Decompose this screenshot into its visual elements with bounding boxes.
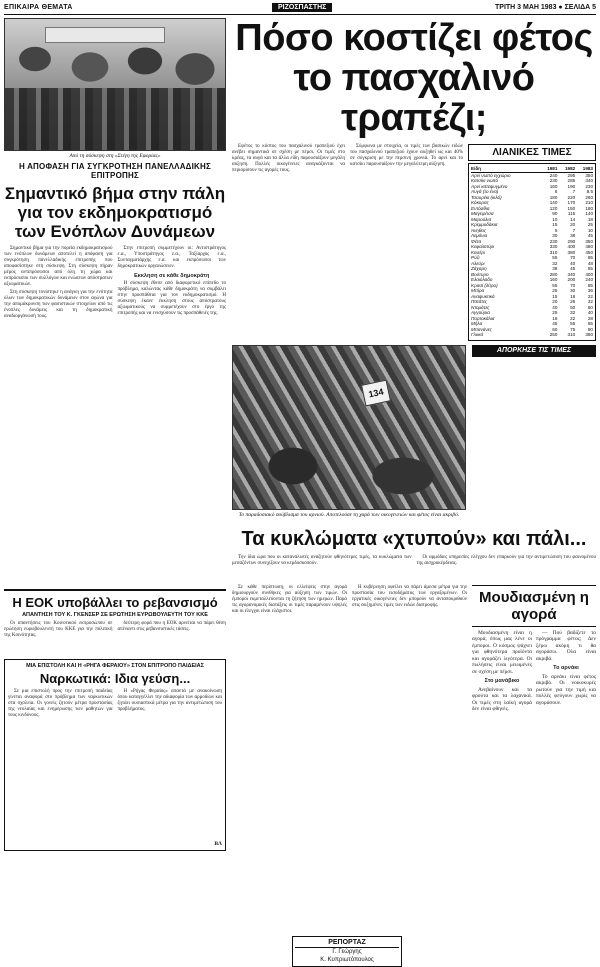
table-cell: 90: [552, 211, 558, 216]
table-cell: 55: [587, 266, 593, 271]
table-cell: 45: [552, 321, 558, 326]
text-column: [352, 585, 467, 885]
prices-column-header: 1982: [557, 166, 575, 172]
table-cell: 15: [552, 293, 558, 299]
table-cell: 7: [572, 227, 576, 233]
table-cell: 55: [552, 282, 558, 288]
table-cell: Πορτοκάλια: [471, 315, 495, 321]
table-cell: 160: [549, 277, 558, 282]
table-cell: 32: [552, 260, 558, 266]
table-cell: 190: [567, 183, 576, 189]
paragraph: Την ίδια ώρα που οι καταναλωτές αναζητούν φθηνότερες τιμές, τα κυκλώματα των μεσαζόντων συνεχίζουν να κερδοσκοπούν.: [232, 554, 412, 566]
paragraph: δεύτερη φορά που η ΕΟΚ αρνείται να πάρει θέση απέναντι στις ρεβανσιστικές τάσεις.: [117, 620, 226, 632]
table-cell: 180: [585, 205, 593, 211]
table-cell: Μαρούλια: [471, 216, 492, 222]
text-column: [350, 144, 463, 292]
banner-shape: [45, 27, 165, 43]
main-headline: Πόσο κοστίζει φέτος το πασχαλινό τραπέζι;: [235, 17, 593, 139]
table-cell: 180: [549, 194, 558, 200]
table-cell: 70: [570, 282, 576, 288]
table-cell: 310: [567, 332, 576, 337]
subhead: Εκκληση σε κάθε δημοκράτη: [134, 273, 210, 279]
table-cell: 22: [570, 315, 576, 321]
table-cell: 45: [587, 233, 593, 238]
table-cell: 140: [549, 200, 558, 205]
table-cell: 280: [549, 271, 558, 277]
table-cell: 240: [549, 172, 558, 178]
table-cell: 20: [570, 222, 576, 227]
eok-headline: Η ΕΟΚ υποβάλλει το ρεβανσισμό: [12, 594, 218, 610]
table-cell: 160: [549, 183, 558, 189]
text-column: [417, 555, 597, 581]
table-cell: Αγγούρια: [471, 310, 490, 315]
table-cell: 85: [587, 255, 593, 260]
kyklomata-body: [232, 555, 596, 581]
eok-subhead: ΑΠΑΝΤΗΣΗ ΤΟΥ Κ. ΓΚΕΝΣΕΡ ΣΕ ΕΡΩΤΗΣΗ ΕΥΡΩΒΟΥΛΕΥΤΗ ΤΟΥ ΚΚΕ: [22, 611, 208, 618]
table-cell: 310: [549, 249, 558, 255]
table-cell: 45: [570, 266, 576, 271]
report-credit-box: [292, 936, 402, 967]
photo-caption: Από τη σύσκεψη στη «Στέγη της Εφορίας»: [69, 153, 161, 159]
table-cell: 230: [549, 238, 558, 244]
table-cell: Αναψυκτικά: [471, 293, 495, 299]
table-cell: 18: [570, 293, 576, 299]
box-body: [8, 689, 222, 839]
table-cell: 25: [587, 222, 593, 227]
table-cell: 140: [585, 211, 593, 216]
table-cell: 350: [585, 238, 593, 244]
table-cell: Μπίρα: [471, 288, 485, 293]
table-cell: Ρύζι: [471, 255, 480, 260]
table-cell: Κεφαλοτύρι: [471, 244, 495, 249]
table-cell: Αρνί κατεψυγμένο: [471, 183, 508, 189]
table-cell: 60: [587, 304, 593, 310]
table-cell: 240: [585, 277, 593, 282]
paragraph: Οι απαντήσεις του Κοινοτικού εκπροσώπου σε ερώτηση ευρωβουλευτή του ΚΚΕ για την πολιτική της Κοινότητας.: [4, 620, 113, 638]
table-cell: 290: [567, 238, 576, 244]
table-cell: Ντομάτες: [471, 304, 490, 310]
table-cell: 200: [567, 277, 576, 282]
drugs-box: [4, 659, 226, 851]
kyklomata-headline: Τα κυκλώματα «χτυπούν» και πάλι...: [241, 527, 587, 550]
paragraph: Στη σύσκεψη τονίστηκε η ανάγκη για την ενότητα όλων των δημοκρατικών δυνάμεων στον αγώνα για την απομάκρυνση των φασιστικών στοιχείων από τις ένοπλες δυνάμεις και τη δημοκρατική αναδιοργάνωσή τους.: [4, 290, 113, 319]
paragraph: Στην επιτροπή συμμετέχουν οι: Αντιστράτηγος ε.α., Υποστράτηγος ε.α., Ταξίαρχος ε.α., Συνταγματάρχης ε.α. και εκπρόσωποι των δημοκρατικών οργανώσεων.: [117, 246, 226, 269]
paragraph: Η «Ρήγας Φεραίος» απαντά με ανακοίνωση όπου καταγγέλλει την αδιαφορία των αρμοδίων και ζητάει ουσιαστικά μέτρα για την αντιμετώπιση του προβλήματος.: [117, 688, 222, 712]
table-cell: 26: [570, 299, 576, 304]
table-cell: 7: [572, 189, 576, 194]
paragraph: Το αρνάκι είναι φέτος ακριβό. Οι νοικοκυρές ρωτούν για την τιμή και πολλές φεύγουν χωρίς να αγοράσουν.: [536, 673, 596, 706]
table-cell: 170: [567, 200, 576, 205]
article-kicker: Η ΑΠΟΦΑΣΗ ΓΙΑ ΣΥΓΚΡΟΤΗΣΗ ΠΑΝΕΛΛΑΔΙΚΗΣ ΕΠΙΤΡΟΠΗΣ: [18, 162, 212, 180]
text-column: [8, 689, 113, 839]
table-cell: 400: [567, 244, 576, 249]
table-cell: 36: [587, 288, 593, 293]
table-cell: 10: [552, 216, 558, 222]
table-cell: Γλυκά: [471, 332, 484, 337]
table-cell: 28: [587, 315, 593, 321]
paragraph: Σύμφωνα με στοιχεία, οι τιμές των βασικών ειδών του πασχαλινού τραπεζιού έχουν αυξηθεί ως και 40% σε σύγκριση με την περσινή χρονιά. Το αρνί και το κατσίκι παρουσιάζουν την μεγαλύτερη αύξηση.: [350, 144, 463, 167]
text-column: [232, 585, 347, 885]
table-cell: Τσουρέκι (κιλό): [471, 194, 502, 200]
paragraph: Εφέτος το κόστος του πασχαλινού τραπεζιού έχει ανέβει σημαντικά σε σχέση με πέρσι. Οι τιμές στο κρέας, τα αυγά και τα άλλα είδη παρουσιάζουν μεγάλη αύξηση. Πολλές οικογένειες αναγκάζονται να περιορίσουν τις αγορές τους.: [232, 144, 345, 173]
table-cell: 295: [567, 172, 576, 178]
table-cell: Ζάχαρη: [471, 266, 487, 271]
table-cell: 380: [585, 332, 593, 337]
table-cell: 90: [587, 326, 593, 332]
table-cell: Κρασί (λίτρο): [471, 282, 498, 288]
table-cell: Αυγά (το ένα): [471, 189, 499, 194]
table-cell: 30: [552, 233, 558, 238]
masthead: [4, 3, 596, 15]
table-cell: 480: [585, 244, 593, 249]
text-column: [472, 630, 532, 930]
table-cell: Ελαιόλαδο: [471, 277, 493, 282]
table-cell: 50: [570, 304, 576, 310]
paragraph: — Πού βαδίζετε το πρόγραμμα φέτος; Δεν ξέρω ακόμη τι θα αγοράσω. Ολα είναι ακριβά.: [536, 629, 596, 662]
prices-table: [471, 166, 593, 338]
paragraph: Ανεβαίνουν και τα φρούτα και τα λαχανικά. Οι τιμές στη λαϊκή αγορά δεν είναι φθηνές.: [472, 686, 532, 712]
table-cell: 18: [587, 216, 593, 222]
retail-prices-table-box: [468, 144, 596, 341]
table-cell: Μπανάνες: [471, 326, 492, 332]
table-cell: Άνηθος: [471, 227, 487, 233]
eok-body: [4, 621, 226, 655]
text-column: [232, 555, 412, 581]
table-cell: 5: [554, 227, 558, 233]
divider: [4, 589, 226, 591]
table-cell: 40: [552, 304, 558, 310]
table-cell: 18: [552, 315, 558, 321]
section-label: ΕΠΙΚΑΙΡΑ ΘΕΜΑΤΑ: [4, 4, 73, 11]
table-cell: 340: [567, 271, 576, 277]
box-headline: Ναρκωτικά: Ιδια γεύση...: [39, 670, 191, 686]
text-column: [118, 246, 227, 586]
table-cell: 55: [552, 255, 558, 260]
box-signature: ΒΛ: [214, 840, 222, 847]
table-cell: Φέτα: [471, 238, 482, 244]
prices-title: ΛΙΑΝΙΚΕΣ ΤΙΜΕΣ: [468, 144, 596, 161]
table-cell: 14: [570, 216, 576, 222]
paragraph: Η κυβέρνηση οφείλει να πάρει άμεσα μέτρα για την προστασία του εισοδήματος των εργαζομένων. Οι εργατικές οικογένειες δεν μπορούν να ανταποκριθούν στις αυξημένες τιμές των ειδών διατροφής.: [352, 584, 467, 608]
table-cell: 32: [570, 310, 576, 315]
table-cell: 400: [585, 271, 593, 277]
easter-photo-caption: Το παραδοσιακό σούβλισμα του αρνιού. Αποτελούσε τη χαρά των οικογενειών και φέτος είναι ακριβό.: [238, 511, 460, 518]
subhead: Στο μανάβικο: [484, 678, 520, 684]
table-cell: 25: [552, 288, 558, 293]
left-column: [4, 18, 226, 851]
table-cell: 250: [549, 332, 558, 337]
table-cell: 8.5: [586, 189, 593, 194]
prices-column-header: Είδη: [471, 166, 540, 172]
table-cell: Λεμόνια: [471, 233, 488, 238]
table-cell: Κρεμμυδάκια: [471, 222, 498, 227]
text-column: [118, 621, 227, 655]
table-cell: 30: [570, 288, 576, 293]
section-badge: ΑΠΟΡΚΗΣΕ ΤΙΣ ΤΙΜΕΣ: [472, 345, 596, 357]
table-cell: Κασέρι: [471, 249, 486, 255]
market-article: [472, 585, 596, 930]
table-cell: 85: [587, 282, 593, 288]
table-cell: 120: [549, 205, 558, 211]
table-cell: 75: [570, 326, 576, 332]
table-cell: 55: [570, 321, 576, 326]
date-line: ΤΡΙΤΗ 3 ΜΑΗ 1983 ● ΣΕΛΙΔΑ 5: [495, 4, 596, 11]
table-cell: 6: [554, 189, 558, 194]
table-cell: Εντόσθια: [471, 205, 490, 211]
report-label: ΡΕΠΟΡΤΑΖ: [295, 939, 399, 948]
side-article: [232, 585, 467, 930]
text-column: [232, 144, 345, 292]
paragraph: Οι αρμόδιες υπηρεσίες ελέγχου δεν επαρκούν για την αντιμετώπιση του φαινομένου της αισχροκέρδειας.: [416, 554, 596, 566]
table-cell: 38: [570, 233, 576, 238]
table-cell: 285: [567, 178, 576, 183]
paper-name: ΡΙΖΟΣΠΑΣΤΗΣ: [272, 3, 332, 12]
table-cell: 150: [567, 205, 576, 211]
table-cell: 380: [567, 249, 576, 255]
table-cell: 40: [570, 260, 576, 266]
table-cell: 230: [549, 178, 558, 183]
lower-section: [232, 585, 596, 930]
table-cell: 230: [585, 183, 593, 189]
table-cell: 38: [552, 266, 558, 271]
article-body: [4, 246, 226, 586]
text-column: [4, 621, 113, 655]
table-cell: 15: [552, 222, 558, 227]
table-cell: 65: [587, 321, 593, 326]
table-cell: 330: [549, 244, 558, 249]
table-cell: Κατσίκι νωπό: [471, 178, 499, 183]
table-cell: 70: [570, 255, 576, 260]
table-cell: 48: [587, 260, 593, 266]
table-cell: Μήλα: [471, 321, 483, 326]
box-kicker: ΜΙΑ ΕΠΙΣΤΟΛΗ ΚΑΙ Η «ΡΗΓΑ ΦΕΡΑΙΟΥ» ΣΤΟΝ ΕΠΙΤΡΟΠΟ ΠΑΙΔΕΙΑΣ: [26, 662, 204, 669]
article-headline: Σημαντικό βήμα στην πάλη για τον εκδημοκρατισμό των Ενόπλων Δυνάμεων: [4, 184, 226, 241]
table-cell: 22: [587, 293, 593, 299]
easter-photo: [232, 345, 466, 510]
table-cell: 450: [585, 249, 593, 255]
paragraph: Σε μια επιστολή προς την επιτροπή παιδείας γίνεται αναφορά στο πρόβλημα των ναρκωτικών στα σχολεία. Οι γονείς ζητούν μέτρα προστασίας της νεολαίας και ενημέρωσης των μαθητών για τους κινδύνους.: [8, 688, 113, 718]
table-cell: 10: [587, 227, 593, 233]
subhead: Το αρνάκι: [553, 665, 579, 671]
table-cell: 25: [552, 310, 558, 315]
table-cell: 220: [567, 194, 576, 200]
paragraph: Σημαντικό βήμα για την πορεία εκδημοκρατισμού των ενόπλων δυνάμεων αποτελεί η απόφαση για συγκρότηση πανελλαδικής επιτροπής που αποφασίστηκε στη σύσκεψη. Στη σύσκεψη πήραν μέρος αντιπρόσωποι από όλη τη χώρα και εκπρόσωποι των συλλόγων και ενώσεων απόστρατων αξιωματικών.: [4, 246, 113, 287]
table-cell: 40: [587, 310, 593, 315]
table-cell: 115: [567, 211, 576, 216]
table-cell: Κόκορας: [471, 200, 489, 205]
table-cell: 260: [585, 194, 593, 200]
table-cell: 60: [552, 326, 558, 332]
photo-tag: 134: [361, 379, 391, 406]
table-cell: 350: [585, 172, 593, 178]
table-row: [471, 332, 593, 338]
table-cell: Αλεύρι: [471, 260, 485, 266]
table-cell: Μαγειρίτσα: [471, 211, 494, 216]
text-column: [118, 689, 223, 839]
main-article: [232, 144, 596, 341]
text-column: [536, 630, 596, 930]
table-cell: Αρνί νωπό εγχώριο: [471, 172, 511, 178]
paragraph: Μουδιασμένη είναι η αγορά, όπως μας λένε οι έμποροι. Ο κόσμος ψάχνει για φθηνότερα προϊόντα και αγοράζει λιγότερα. Οι πωλήσεις είναι μειωμένες σε σχέση με πέρσι.: [472, 629, 532, 675]
right-column: [232, 18, 596, 967]
table-cell: Βούτυρο: [471, 271, 489, 277]
crowd-shape: [5, 88, 225, 150]
paragraph: Σε κάθε περίπτωση, οι ελλείψεις στην αγορά δημιουργούν συνθήκες για αύξηση των τιμών. Οι έμποροι εκμεταλλεύονται τη ζήτηση των ημερών. Παρά τις αγορανομικές διατάξεις οι τιμές παραμένουν υψηλές και οι έλεγχοι είναι ελάχιστοι.: [232, 584, 347, 614]
prices-column-header: 1981: [540, 166, 558, 172]
table-cell: 32: [587, 299, 593, 304]
paragraph: Η σύσκεψη έθεσε από διαφορετικό επίπεδο το πρόβλημα, καλώντας κάθε δημοκράτη να συμβάλει στην προσπάθεια για τον εκδημοκρατισμό. Η σύσκεψη έκανε έκκληση στους απόστρατους αξιωματικούς να συμμετέχουν στο έργο της επιτροπής και να ενισχύσουν τις προσπάθειές της.: [117, 281, 226, 316]
table-cell: 210: [585, 200, 593, 205]
text-column: [4, 246, 113, 586]
table-cell: 340: [585, 178, 593, 183]
reporter-name: Γ. Γεώργης: [332, 948, 362, 955]
reporter-name: Κ. Κυπριωτόπουλος: [320, 956, 374, 963]
prices-column-header: 1983: [575, 166, 593, 172]
market-headline: Μουδιασμένη η αγορά: [472, 585, 596, 627]
table-cell: 20: [552, 299, 558, 304]
table-cell: Πατάτες: [471, 299, 488, 304]
meeting-photo: [4, 18, 226, 151]
